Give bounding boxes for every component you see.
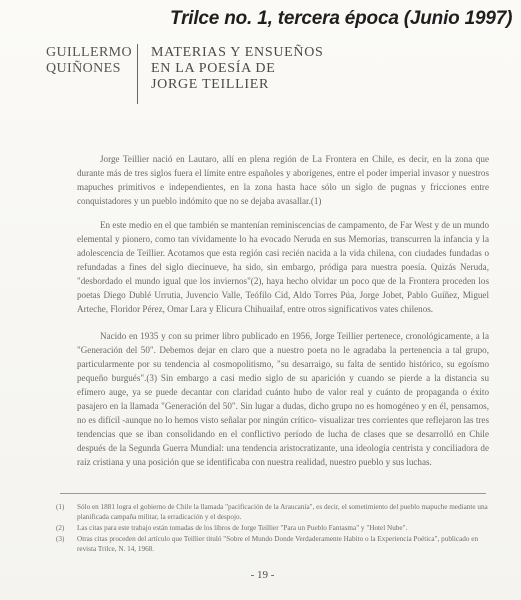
footnote-text: Sólo en 1881 logra el gobierno de Chile la llamada "pacificación de la Araucanía", es decir, el sometimiento del pueblo mapuche mediante una planificada campaña militar, la erradicación y el despojo. bbox=[77, 503, 488, 521]
article-title bbox=[151, 45, 411, 93]
paragraph: Jorge Teillier nació en Lautaro, allí en plena región de La Frontera en Chile, es decir, en la zona que durante más de tres siglos fuera el límite entre españoles y aborígenes, entre el poder imperial invasor y nuestros mapuches primitivos e independientes, en la zona hasta hace sólo un siglo de pugnas y fricciones entre conquistadores y un pueblo indómito que no se dejaba avasallar.(1) bbox=[77, 154, 489, 206]
footnote-text: Otras citas proceden del artículo que Teillier tituló "Sobre el Mundo Donde Verdaderamente Habito o la Experiencia Poética", publicado en revista Trilce, N. 14, 1968. bbox=[77, 535, 479, 553]
page-number: - 19 - bbox=[250, 569, 275, 581]
publication-source: Trilce no. 1, tercera época (Junio 1997) bbox=[170, 8, 513, 29]
footnote bbox=[56, 523, 490, 533]
paragraph: En este medio en el que también se mantenían reminiscencias de campamento, de Far West y de un mundo elemental y pionero, como tan vívidamente lo ha evocado Neruda en sus Memorias, transcurren la infancia y la adolescencia de Teillier. Acotamos que esta región casi recién nacida a la vida chilena, con ciudades fundadas o refundadas a fines del siglo diecinueve, ha sido, sin embargo, pródiga para nuestra poesía. Quizás Neruda, "desbordado el mundo igual que los inviernos"(2), haya hecho olvidar un poco que de la Frontera proceden los poetas Diego Dublé Urrutia, Juvencio Valle, Teófilo Cid, Aldo Torres Púa, Jorge Jobet, Pablo Guíñez, Miguel Arteche, Floridor Pérez, Omar Lara y Elicura Chihuailaf, entre otros significativos vates chilenos. bbox=[77, 220, 489, 314]
article-body bbox=[77, 152, 489, 479]
footnote-number: (1) bbox=[56, 503, 65, 511]
author-name: GUILLERMO QUIÑONES bbox=[46, 45, 133, 76]
footnote bbox=[56, 502, 490, 522]
footnote-text: Las citas para este trabajo están tomadas de los libros de Jorge Teillier "Para un Pueblo Fantasma" y "Hotel Nube". bbox=[77, 524, 408, 532]
footnote-number: (2) bbox=[56, 524, 65, 532]
header-divider bbox=[137, 44, 138, 104]
paragraph: Nacido en 1935 y con su primer libro publicado en 1956, Jorge Teillier pertenece, cronológicamente, a la "Generación del 50". Debemos dejar en claro que a nuestro poeta no le agradaba la pertenencia a tal grupo, particularmente por su tendencia al cosmopolitismo, "su desarraigo, su falta de sentido histórico, su egoísmo pequeño burgués".(3) Sin embargo a casi medio siglo de su aparición y cuando se pierde a la distancia su efímero auge, ya se puede decantar con claridad cuánto hubo de valor real y cuánto de propaganda o éxito pasajero en la llamada "Generación del 50". Sin lugar a dudas, dicho grupo no es homogéneo y en él, pensamos, no es difícil -aunque no lo hemos visto señalar por ningún crítico- visualizar tres corrientes que reflejaron las tres tendencias que se iban consolidando en el conflictivo período de lucha de clases que se desarrolló en Chile después de la Segunda Guerra Mundial: una tendencia aristocratizante, una ideología centrista y conciliadora de raíz cristiana y una posición que se identificaba con nuestra realidad, nuestro pueblo y sus luchas. bbox=[77, 331, 489, 467]
title-line: EN LA POESÍA DE bbox=[151, 61, 276, 76]
footnote-number: (3) bbox=[56, 535, 65, 543]
footnotes bbox=[56, 502, 490, 555]
footnote-separator bbox=[60, 493, 486, 494]
title-line: JORGE TEILLIER bbox=[151, 77, 270, 92]
footnote bbox=[56, 534, 490, 554]
title-line: MATERIAS Y ENSUEÑOS bbox=[151, 45, 324, 60]
